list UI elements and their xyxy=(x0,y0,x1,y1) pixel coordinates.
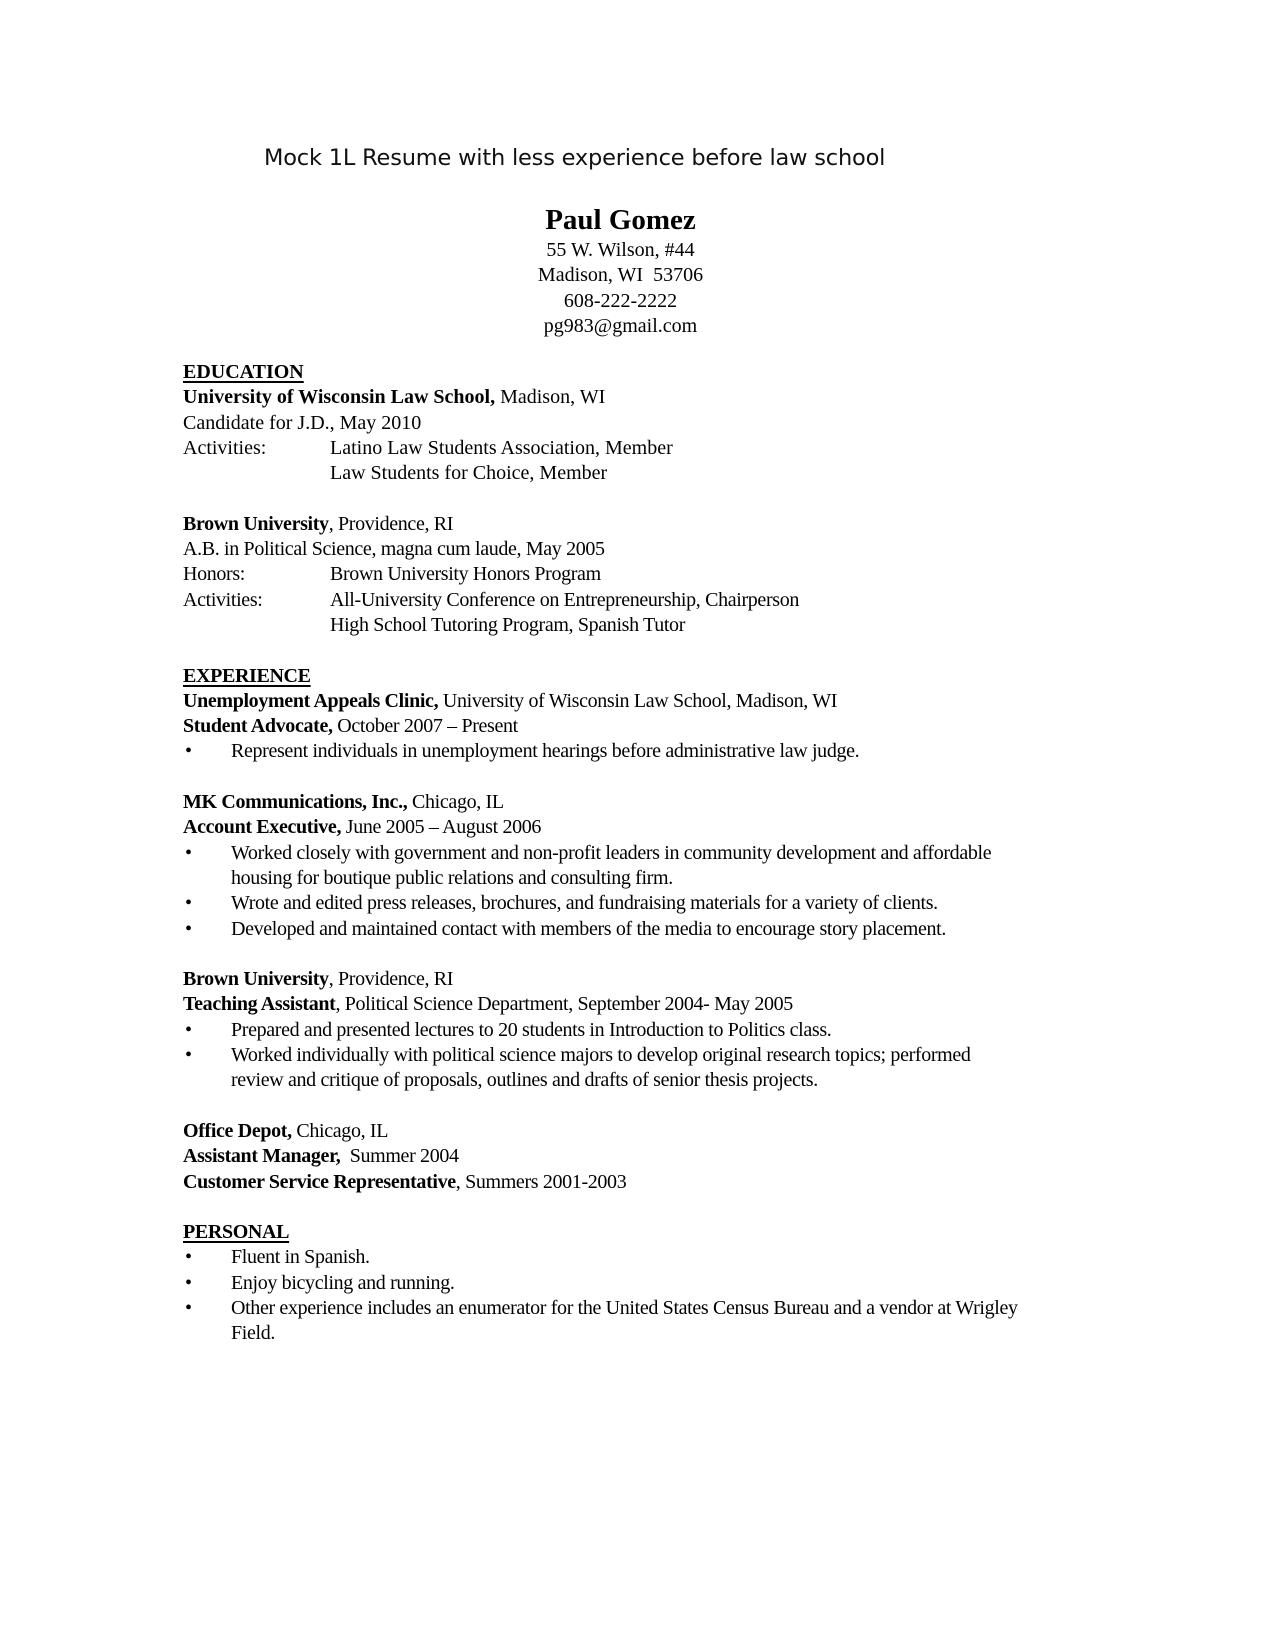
row-value: All-University Conference on Entrepreneurship, Chairperson xyxy=(330,588,799,611)
bullet-icon: • xyxy=(185,1296,192,1319)
row-label: Activities: xyxy=(183,588,263,611)
school-location: , Providence, RI xyxy=(328,512,454,535)
degree: A.B. in Political Science, magna cum laude, May 2005 xyxy=(183,538,605,561)
section-personal xyxy=(183,1220,1083,1346)
position-dates: October 2007 – Present xyxy=(332,715,518,738)
position-dates: Summer 2004 xyxy=(340,1145,459,1168)
bullet-icon: • xyxy=(185,917,192,940)
bullet-item: • Worked individually with political science majors to develop original research topics; performed review and critique of proposals, outlines and drafts of senior thesis projects. xyxy=(183,1043,1083,1094)
row-value: Law Students for Choice, Member xyxy=(330,462,608,485)
bullet-icon: • xyxy=(185,892,192,915)
school-location: Madison, WI xyxy=(495,386,606,409)
bullet-item: • Fluent in Spanish. xyxy=(183,1245,1083,1270)
position-title: Customer Service Representative xyxy=(183,1170,456,1193)
employer-name: Brown University xyxy=(183,968,329,991)
employer-name: MK Communications, Inc., xyxy=(183,791,408,814)
bullet-item: • Wrote and edited press releases, brochures, and fundraising materials for a variety of clients. xyxy=(183,891,1083,916)
row-value: High School Tutoring Program, Spanish Tutor xyxy=(330,613,686,636)
resume-body xyxy=(183,360,1083,1347)
position-dates: , Political Science Department, September 2004- May 2005 xyxy=(335,993,793,1016)
row-value: Brown University Honors Program xyxy=(330,563,601,586)
email: pg983@gmail.com xyxy=(543,314,698,337)
school-name: University of Wisconsin Law School, xyxy=(183,386,496,409)
employer-name: Unemployment Appeals Clinic, xyxy=(183,689,439,712)
employer-name: Office Depot, xyxy=(183,1119,292,1142)
bullet-item: • Worked closely with government and non-profit leaders in community development and affordable housing for boutique public relations and consulting firm. xyxy=(183,841,1083,892)
bullet-item: • Enjoy bicycling and running. xyxy=(183,1271,1083,1296)
page-heading: Mock 1L Resume with less experience before law school xyxy=(264,145,886,171)
bullet-icon: • xyxy=(185,1246,192,1269)
address-line-1: 55 W. Wilson, #44 xyxy=(546,239,695,261)
job-entry xyxy=(183,967,1083,1093)
row-label: Activities: xyxy=(183,436,267,459)
phone: 608-222-2222 xyxy=(563,289,678,312)
row-value: Latino Law Students Association, Member xyxy=(330,436,673,459)
address-line-2: Madison, WI 53706 xyxy=(537,264,704,287)
position-dates: , Summers 2001-2003 xyxy=(455,1170,627,1193)
position-dates: June 2005 – August 2006 xyxy=(341,816,542,839)
position-title: Teaching Assistant xyxy=(183,993,336,1016)
bullet-item: • Other experience includes an enumerator for the United States Census Bureau and a vendor at Wrigley Field. xyxy=(183,1296,1083,1347)
bullet-icon: • xyxy=(185,1018,192,1041)
section-title: EXPERIENCE xyxy=(183,664,311,687)
bullet-icon: • xyxy=(185,1271,192,1294)
school-entry xyxy=(183,512,1083,638)
bullet-item: • Represent individuals in unemployment hearings before administrative law judge. xyxy=(183,739,1083,764)
candidate-name: Paul Gomez xyxy=(545,204,696,236)
bullet-icon: • xyxy=(185,740,192,763)
job-entry xyxy=(183,689,1083,765)
position-title: Assistant Manager, xyxy=(183,1145,341,1168)
job-entry xyxy=(183,1119,1083,1195)
honors-row xyxy=(183,562,1083,587)
employer-location: Chicago, IL xyxy=(407,791,504,814)
row-label: Honors: xyxy=(183,563,245,586)
activities-row xyxy=(183,436,1083,487)
contact-block xyxy=(0,202,1275,339)
position-title: Student Advocate, xyxy=(183,715,333,738)
school-entry xyxy=(183,385,1083,486)
school-name: Brown University xyxy=(183,512,329,535)
employer-location: , Providence, RI xyxy=(328,968,454,991)
bullet-item: • Developed and maintained contact with members of the media to encourage story placement. xyxy=(183,917,1083,942)
degree: Candidate for J.D., May 2010 xyxy=(183,411,422,434)
bullet-item: • Prepared and presented lectures to 20 students in Introduction to Politics class. xyxy=(183,1018,1083,1043)
employer-location: University of Wisconsin Law School, Madison, WI xyxy=(438,689,838,712)
position-title: Account Executive, xyxy=(183,816,342,839)
section-title: PERSONAL xyxy=(183,1221,290,1244)
section-experience xyxy=(183,664,1083,1195)
bullet-icon: • xyxy=(185,841,192,864)
job-entry xyxy=(183,790,1083,942)
section-education xyxy=(183,360,1083,638)
employer-location: Chicago, IL xyxy=(291,1119,389,1142)
bullet-icon: • xyxy=(185,1044,192,1067)
activities-row xyxy=(183,588,1083,639)
section-title: EDUCATION xyxy=(183,361,304,383)
